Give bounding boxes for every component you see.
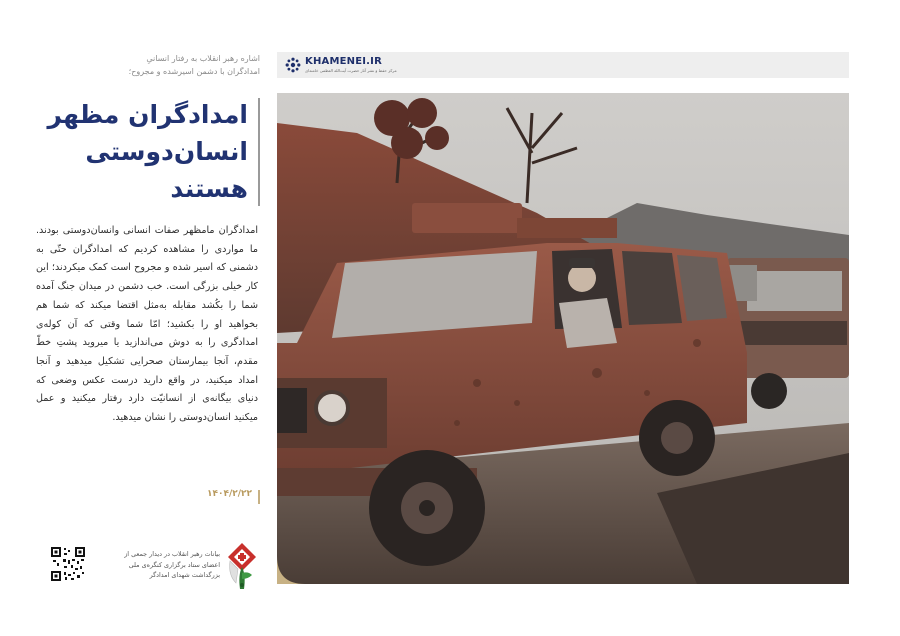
photo-corner-ornament — [277, 556, 305, 584]
source-caption — [96, 549, 220, 581]
ambulance-photo — [277, 93, 849, 584]
kicker-line-1: اشاره رهبر انقلاب به رفتار انسانیِ — [146, 54, 260, 63]
title-line-3: هستند — [170, 174, 248, 203]
date-accent-bar — [258, 490, 260, 504]
tulip-emblem-icon — [226, 541, 258, 593]
khamenei-logo-icon — [285, 57, 301, 73]
kicker — [60, 52, 260, 78]
qr-code-icon[interactable] — [51, 547, 85, 581]
source-caption-line-3: بزرگداشت شهدای امدادگر — [149, 571, 220, 579]
kicker-line-2: امدادگران با دشمن اسیرشده و مجروح؛ — [128, 67, 260, 76]
source-caption-line-2: اعضای ستاد برگزاری کنگره‌ی ملی — [128, 560, 220, 569]
logo-text: KHAMENEI.IR — [305, 56, 382, 67]
site-logo[interactable] — [285, 56, 397, 74]
logo-subtext: مرکز حفظ و نشر آثار حضرت آیت‌الله العظمی خامنه‌ای — [305, 68, 397, 73]
source-caption-line-1: بیانات رهبر انقلاب در دیدار جمعی از — [124, 550, 220, 558]
title-block — [40, 96, 260, 208]
title-accent-bar — [258, 98, 260, 206]
title-line-1: امدادگران مظهر — [47, 100, 248, 129]
body-paragraph: امدادگران مامظهر صفات انسانی وانسان‌دوستی بودند. ما مواردی را مشاهده کردیم که امدادگران حتّی به دشمنی که اسیر شده و مجروح است کمک میکردند؛ این کار خیلی بزرگی است. خب دشمن در میدان جنگ آمده شما را بکُشد مقابله به‌مثل اقتضا میکند که شما هم بخواهید او را بکشید؛ امّا شما وقتی که آن کوله‌ی امدادگری را به دوش می‌اندازید یا میروید پشتِ خطّ مقدم، آنجا بیمارستان صحرایی تشکیل میدهید و آنجا امداد میکنید، در واقع دارید درست عکس وضعی که دنیای بیگانه‌ی از انسانیّت دارد رفتار میکنید و عمل میکنید انسان‌دوستی را نشان میدهید. — [36, 225, 258, 424]
page-title — [38, 96, 248, 207]
header-strip — [277, 52, 849, 78]
date-block — [190, 488, 260, 506]
title-line-2: انسان‌دوستی — [85, 137, 248, 166]
date-label: ۱۴۰۴/۲/۲۲ — [206, 489, 252, 499]
